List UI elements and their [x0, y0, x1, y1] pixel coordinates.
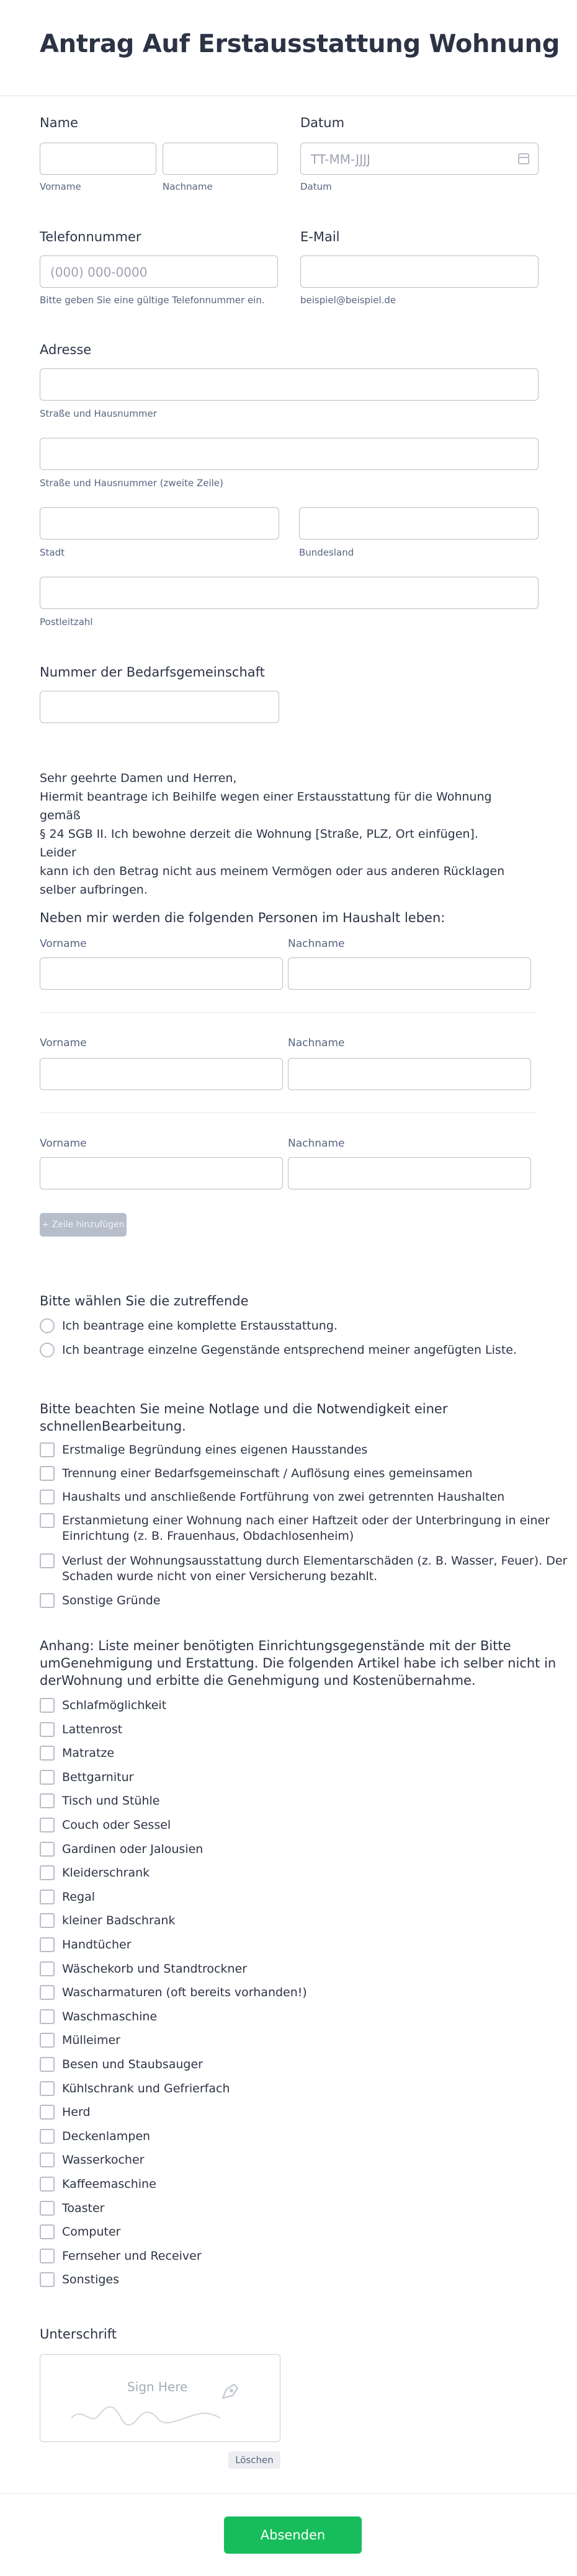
zip-input[interactable] [40, 577, 539, 609]
appendix-item-label[interactable]: Deckenlampen [62, 2130, 151, 2143]
household-col-first: Vorname [40, 1137, 87, 1150]
pen-icon [218, 2379, 243, 2404]
email-input[interactable] [300, 255, 539, 288]
appendix-item-label[interactable]: Kaffeemaschine [62, 2177, 156, 2191]
hardship-checkbox-2[interactable] [40, 1466, 55, 1481]
address-label: Adresse [40, 342, 92, 357]
hardship-option-3[interactable]: Haushalts und anschließende Fortführung von zwei getrennten Haushalten [62, 1490, 505, 1504]
appendix-checkbox[interactable] [40, 1746, 55, 1761]
signature-placeholder: Sign Here [127, 2379, 188, 2394]
appendix-item-label[interactable]: Schlafmöglichkeit [62, 1699, 167, 1712]
submit-button[interactable]: Absenden [224, 2516, 362, 2554]
appendix-checkbox[interactable] [40, 1913, 55, 1928]
hardship-option-6[interactable]: Sonstige Gründe [62, 1594, 161, 1607]
household-first-input-3[interactable] [40, 1157, 283, 1189]
appendix-checkbox[interactable] [40, 2224, 55, 2239]
appendix-item-label[interactable]: Besen und Staubsauger [62, 2058, 203, 2071]
phone-label: Telefonnummer [40, 229, 141, 244]
appendix-title-line: umGenehmigung und Erstattung. Die folgenden Artikel habe ich selber nicht in [40, 1656, 557, 1671]
appendix-item-label[interactable]: Herd [62, 2105, 91, 2119]
appendix-checkbox[interactable] [40, 2105, 55, 2120]
appendix-title-line: Anhang: Liste meiner benötigten Einrichtungsgegenstände mit der Bitte [40, 1638, 511, 1653]
radio-individual-label[interactable]: Ich beantrage einzelne Gegenstände entsprechend meiner angefügten Liste. [62, 1343, 517, 1357]
city-sublabel: Stadt [40, 547, 65, 558]
appendix-item-label[interactable]: Tisch und Stühle [62, 1794, 160, 1808]
household-col-last: Nachname [288, 1137, 345, 1150]
form-header [0, 0, 577, 96]
appendix-checkbox[interactable] [40, 1890, 55, 1904]
appendix-item-label[interactable]: Toaster [62, 2201, 105, 2215]
state-sublabel: Bundesland [299, 547, 354, 558]
appendix-checkbox[interactable] [40, 1722, 55, 1737]
letter-line: Hiermit beantrage ich Beihilfe wegen einer Erstausstattung für die Wohnung gemäß [40, 790, 492, 822]
first-name-sublabel: Vorname [40, 181, 81, 192]
signature-label: Unterschrift [40, 2327, 117, 2342]
hardship-option-2[interactable]: Trennung einer Bedarfsgemeinschaft / Auflösung eines gemeinsamen [62, 1467, 473, 1480]
appendix-item-label[interactable]: Computer [62, 2225, 121, 2239]
appendix-item-label[interactable]: Gardinen oder Jalousien [62, 1842, 204, 1856]
appendix-title-line: derWohnung und erbitte die Genehmigung und Kostenübernahme. [40, 1673, 476, 1688]
appendix-item-label[interactable]: Wasserkocher [62, 2153, 145, 2167]
appendix-item-label[interactable]: Matratze [62, 1746, 115, 1760]
signature-pad[interactable] [40, 2354, 280, 2442]
zip-sublabel: Postleitzahl [40, 616, 93, 628]
radio-complete[interactable] [40, 1318, 55, 1333]
appendix-item-label[interactable]: Kühlschrank und Gefrierfach [62, 2082, 230, 2095]
last-name-sublabel: Nachname [163, 181, 213, 192]
community-number-label: Nummer der Bedarfsgemeinschaft [40, 665, 265, 680]
appendix-checkbox[interactable] [40, 1842, 55, 1857]
calendar-icon[interactable] [518, 153, 529, 164]
appendix-checkbox[interactable] [40, 1793, 55, 1808]
appendix-checkbox[interactable] [40, 1865, 55, 1880]
hardship-option-5-line: Schaden wurde nicht von einer Versicherung bezahlt. [62, 1570, 378, 1583]
letter-line: Sehr geehrte Damen und Herren, [40, 771, 237, 785]
hardship-title [40, 1400, 447, 1435]
email-label: E-Mail [300, 229, 340, 244]
date-label: Datum [300, 115, 345, 130]
form-title: Antrag Auf Erstausstattung Wohnung [40, 30, 560, 58]
appendix-checkbox[interactable] [40, 1698, 55, 1713]
household-col-last: Nachname [288, 1037, 345, 1049]
hardship-title-line: schnellenBearbeitung. [40, 1419, 186, 1434]
appendix-item-label[interactable]: Waschmaschine [62, 2010, 158, 2023]
appendix-checkbox[interactable] [40, 1985, 55, 2000]
hardship-option-4-line: Einrichtung (z. B. Frauenhaus, Obdachlosenheim) [62, 1529, 354, 1543]
phone-sublabel: Bitte geben Sie eine gültige Telefonnummer ein. [40, 295, 265, 306]
appendix-item-label[interactable]: Sonstiges [62, 2273, 120, 2286]
state-input[interactable] [299, 507, 539, 540]
appendix-item-label[interactable]: Regal [62, 1890, 96, 1904]
street-input[interactable] [40, 368, 539, 401]
household-col-last: Nachname [288, 938, 345, 950]
appendix-checkbox[interactable] [40, 2272, 55, 2287]
add-row-button[interactable]: + Zeile hinzufügen [40, 1213, 127, 1237]
appendix-item-label[interactable]: Bettgarnitur [62, 1770, 134, 1784]
radio-complete-label[interactable]: Ich beantrage eine komplette Erstausstattung. [62, 1319, 338, 1333]
date-sublabel: Datum [300, 181, 332, 192]
date-placeholder: TT-MM-JJJJ [311, 152, 370, 167]
appendix-item-label[interactable]: kleiner Badschrank [62, 1914, 176, 1927]
city-input[interactable] [40, 507, 279, 540]
appendix-checkbox[interactable] [40, 1961, 55, 1976]
last-name-input[interactable] [163, 143, 278, 175]
appendix-item-label[interactable]: Wascharmaturen (oft bereits vorhanden!) [62, 1986, 307, 1999]
letter-text [40, 769, 511, 899]
hardship-checkbox-5[interactable] [40, 1553, 55, 1568]
street-sublabel: Straße und Hausnummer [40, 408, 157, 419]
household-last-input-1[interactable] [288, 957, 531, 990]
row-divider [40, 1012, 536, 1013]
hardship-option-5-line: Verlust der Wohnungsausstattung durch Elementarschäden (z. B. Wasser, Feuer). Der [62, 1554, 568, 1568]
appendix-checkbox[interactable] [40, 1818, 55, 1832]
hardship-option-4[interactable] [62, 1513, 550, 1544]
appendix-item-label[interactable]: Wäschekorb und Standtrockner [62, 1962, 248, 1976]
appendix-item-label[interactable]: Kleiderschrank [62, 1866, 150, 1880]
hardship-checkbox-1[interactable] [40, 1442, 55, 1457]
appendix-checkbox[interactable] [40, 2201, 55, 2216]
appendix-checkbox[interactable] [40, 1770, 55, 1785]
household-col-first: Vorname [40, 1037, 87, 1049]
email-sublabel: beispiel@beispiel.de [300, 295, 396, 306]
appendix-item-label[interactable]: Fernseher und Receiver [62, 2249, 202, 2263]
name-label: Name [40, 115, 78, 130]
radio-individual[interactable] [40, 1343, 55, 1357]
appendix-item-label[interactable]: Couch oder Sessel [62, 1818, 171, 1832]
appendix-checkbox[interactable] [40, 1937, 55, 1952]
hardship-option-1[interactable]: Erstmalige Begründung eines eigenen Hausstandes [62, 1443, 368, 1457]
household-first-input-1[interactable] [40, 957, 283, 990]
footer-divider [0, 2493, 577, 2494]
community-number-input[interactable] [40, 691, 279, 723]
household-title: Neben mir werden die folgenden Personen im Haushalt leben: [40, 910, 445, 925]
appendix-item-label[interactable]: Mülleimer [62, 2033, 120, 2047]
date-input[interactable] [300, 143, 539, 175]
appendix-checkbox[interactable] [40, 2033, 55, 2048]
hardship-option-4-line: Erstanmietung einer Wohnung nach einer Haftzeit oder der Unterbringung in einer [62, 1514, 550, 1527]
appendix-item-label[interactable]: Lattenrost [62, 1723, 123, 1736]
street2-input[interactable] [40, 438, 539, 470]
letter-line: § 24 SGB II. Ich bewohne derzeit die Wohnung [Straße, PLZ, Ort einfügen]. Leider [40, 827, 478, 859]
hardship-checkbox-3[interactable] [40, 1490, 55, 1504]
appendix-item-label[interactable]: Handtücher [62, 1938, 132, 1952]
phone-input[interactable] [40, 255, 278, 288]
appendix-checkbox[interactable] [40, 2057, 55, 2072]
first-name-input[interactable] [40, 143, 156, 175]
appendix-checkbox[interactable] [40, 2009, 55, 2024]
appendix-title [40, 1637, 556, 1689]
household-last-input-2[interactable] [288, 1058, 531, 1090]
appendix-checkbox[interactable] [40, 2129, 55, 2144]
household-first-input-2[interactable] [40, 1058, 283, 1090]
appendix-checkbox[interactable] [40, 2177, 55, 2192]
clear-signature-button[interactable]: Löschen [228, 2451, 280, 2469]
appendix-checkbox[interactable] [40, 2081, 55, 2096]
street2-sublabel: Straße und Hausnummer (zweite Zeile) [40, 477, 223, 489]
hardship-title-line: Bitte beachten Sie meine Notlage und die Notwendigkeit einer [40, 1401, 448, 1416]
appendix-checkbox[interactable] [40, 2249, 55, 2263]
hardship-option-5[interactable] [62, 1553, 567, 1584]
letter-line: selber aufbringen. [40, 883, 148, 897]
household-last-input-3[interactable] [288, 1157, 531, 1189]
appendix-checkbox[interactable] [40, 2152, 55, 2167]
hardship-checkbox-4[interactable] [40, 1513, 55, 1528]
phone-placeholder: (000) 000-0000 [50, 265, 148, 280]
letter-line: kann ich den Betrag nicht aus meinem Vermögen oder aus anderen Rücklagen [40, 864, 505, 878]
household-col-first: Vorname [40, 938, 87, 950]
hardship-checkbox-6[interactable] [40, 1593, 55, 1608]
selection-title: Bitte wählen Sie die zutreffende [40, 1294, 249, 1308]
